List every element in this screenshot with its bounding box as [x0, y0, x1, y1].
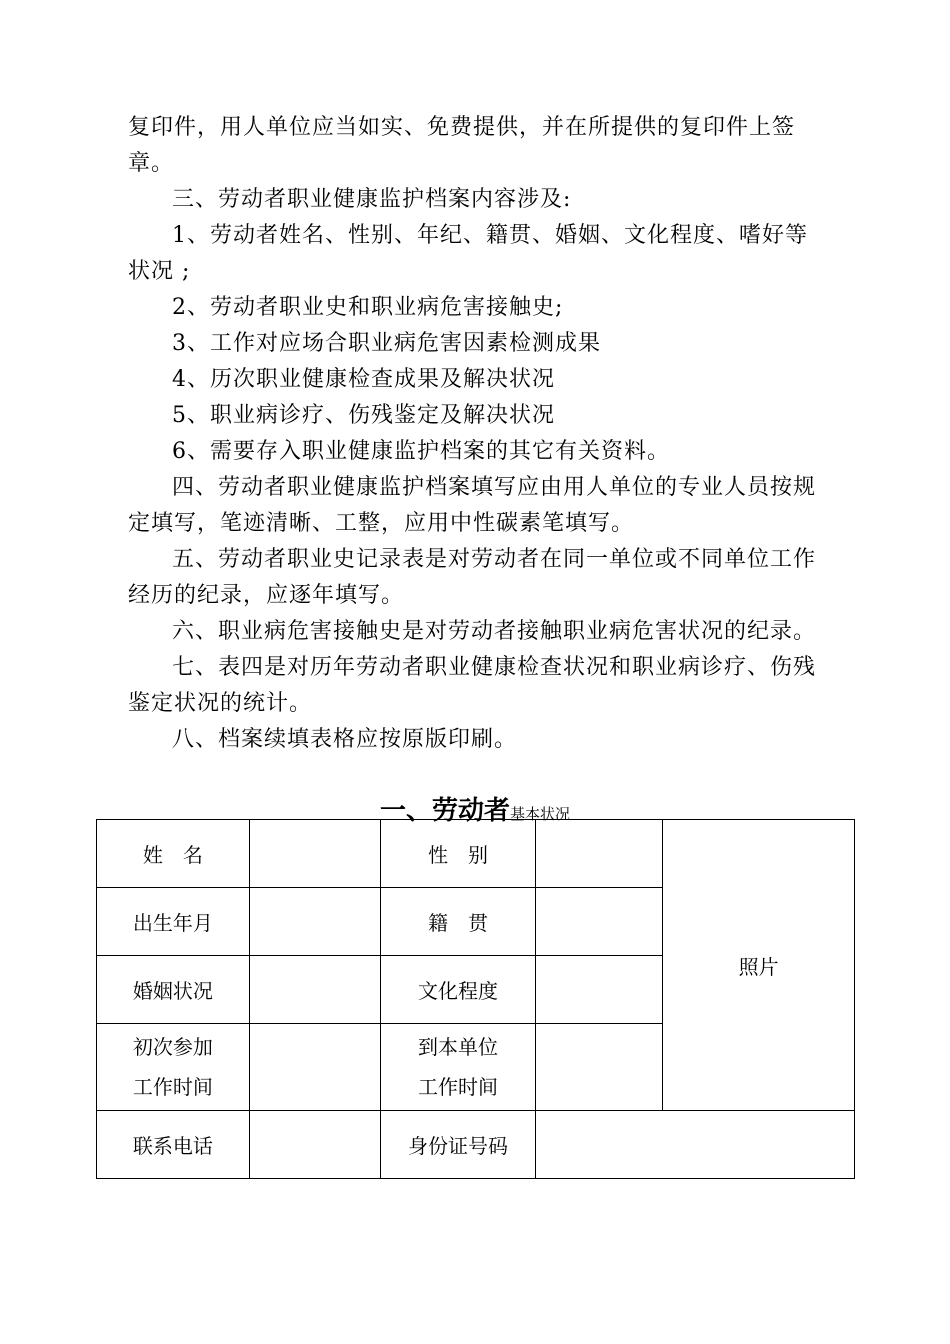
label-native-place: 籍 贯	[380, 888, 536, 956]
value-phone[interactable]	[249, 1111, 380, 1179]
value-gender[interactable]	[536, 820, 663, 888]
paragraph-item-3: 3、工作对应场合职业病危害因素检测成果	[172, 331, 601, 356]
section-title-sub: 基本状况	[510, 805, 571, 823]
paragraph-item-4: 4、历次职业健康检查成果及解决状况	[172, 367, 555, 392]
value-education[interactable]	[536, 956, 663, 1024]
paragraph-item-1: 1、劳动者姓名、性别、年纪、籍贯、婚姻、文化程度、嗜好等状况 ;	[128, 223, 808, 284]
label-unit-work-line1: 到本单位	[418, 1035, 499, 1059]
paragraph-section-5: 五、劳动者职业史记录表是对劳动者在同一单位或不同单位工作经历的纪录，应逐年填写。	[128, 547, 817, 608]
value-unit-work-time[interactable]	[536, 1024, 663, 1111]
paragraph-item-5: 5、职业病诊疗、伤残鉴定及解决状况	[172, 403, 555, 428]
value-name[interactable]	[249, 820, 380, 888]
value-id-number[interactable]	[536, 1111, 855, 1179]
value-first-work-time[interactable]	[249, 1024, 380, 1111]
section-title-main: 一、劳动者	[379, 796, 510, 826]
paragraph-section-4: 四、劳动者职业健康监护档案填写应由用人单位的专业人员按规定填写，笔迹清晰、工整，应用中性碳素笔填写。	[128, 475, 817, 536]
value-birth[interactable]	[249, 888, 380, 956]
label-gender: 性 别	[380, 820, 536, 888]
label-birth: 出生年月	[97, 888, 250, 956]
basic-info-table	[96, 819, 855, 1179]
paragraph-item-6: 6、需要存入职业健康监护档案的其它有关资料。	[172, 439, 670, 464]
paragraph-item-2: 2、劳动者职业史和职业病危害接触史;	[172, 295, 564, 320]
label-marital-status: 婚姻状况	[97, 956, 250, 1024]
label-unit-work-line2: 工作时间	[418, 1075, 499, 1099]
label-name: 姓 名	[97, 820, 250, 888]
photo-cell[interactable]: 照片	[663, 820, 855, 1111]
paragraph-section-3: 三、劳动者职业健康监护档案内容涉及:	[172, 187, 572, 212]
paragraph-section-8: 八、档案续填表格应按原版印刷。	[172, 727, 518, 752]
paragraph-section-7: 七、表四是对历年劳动者职业健康检查状况和职业病诊疗、伤残鉴定状况的统计。	[128, 655, 817, 716]
label-first-work-line2: 工作时间	[132, 1075, 213, 1099]
value-native-place[interactable]	[536, 888, 663, 956]
label-unit-work-time	[380, 1024, 536, 1111]
label-phone: 联系电话	[97, 1111, 250, 1179]
value-marital-status[interactable]	[249, 956, 380, 1024]
paragraph-section-6: 六、职业病危害接触史是对劳动者接触职业病危害状况的纪录。	[172, 619, 817, 644]
label-first-work-time	[97, 1024, 250, 1111]
paragraph-copy-note: 复印件，用人单位应当如实、免费提供，并在所提供的复印件上签章。	[128, 115, 796, 176]
label-education: 文化程度	[380, 956, 536, 1024]
label-first-work-line1: 初次参加	[132, 1035, 213, 1059]
label-id-number: 身份证号码	[380, 1111, 536, 1179]
